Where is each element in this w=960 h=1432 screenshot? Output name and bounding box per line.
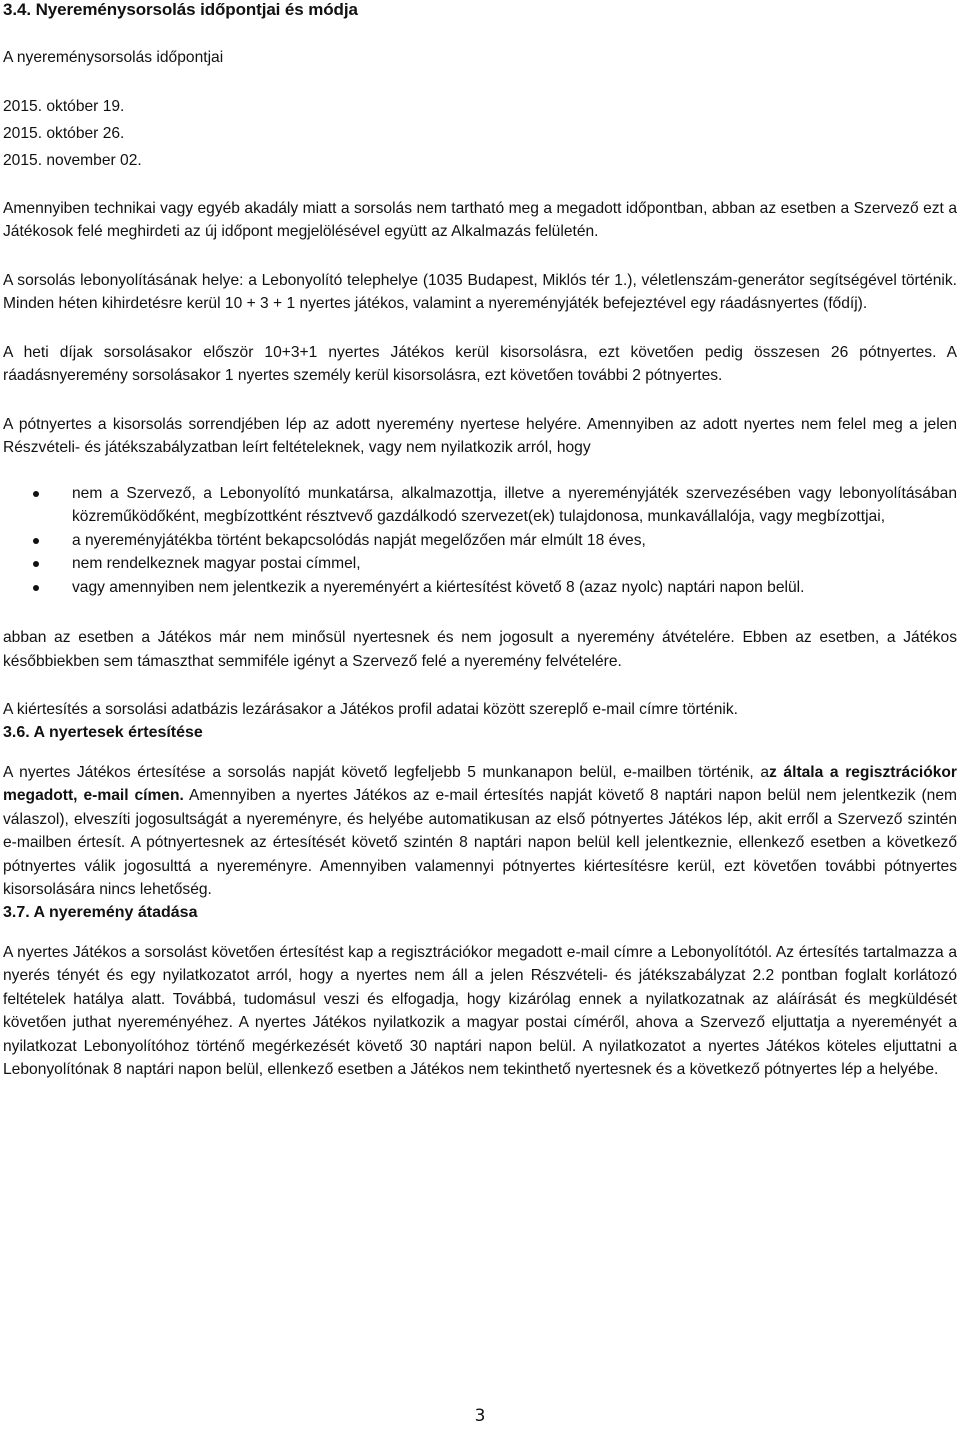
draw-date: 2015. november 02. [3,151,142,169]
draw-date: 2015. október 19. [3,97,125,115]
consequence-paragraph: abban az esetben a Játékos már nem minősül nyertesnek és nem jogosult a nyeremény átvételére. Ebben az esetben, a Játékos későbbiekben sem támaszthat semmiféle igényt a Szervező felé a nyeremény felvételére. [3,629,957,670]
list-item [3,576,957,600]
notification-paragraph: A kiértesítés a sorsolási adatbázis lezárásakor a Játékos profil adatai között szereplő e-mail címre történik. [3,701,738,718]
subsection-title-3-7: 3.7. A nyeremény átadása [3,903,198,921]
list-item-text: nem a Szervező, a Lebonyolító munkatársa, alkalmazottja, illetve a nyereményjáték szervezésében vagy lebonyolításában közreműködőként, megbízottként résztvevő gazdálkodó szervezet(ek) tulajdonosa, munkavállalója, vagy megbízottjai, [72,484,957,525]
weekly-paragraph: A heti díjak sorsolásakor először 10+3+1 nyertes Játékos kerül kisorsolásra, ezt követően pedig összesen 26 pótnyertes. A ráadásnyeremény sorsolásakor 1 nyertes személy kerül kisorsolásra, ezt követően további 2 pótnyertes. [3,343,957,384]
subsection-title-3-6: 3.6. A nyertesek értesítése [3,723,203,741]
list-item-text: vagy amennyiben nem jelentkezik a nyereményért a kiértesítést követő 8 (azaz nyolc) naptári napon belül. [72,578,805,596]
list-item-text: nem rendelkeznek magyar postai címmel, [72,555,361,572]
section-title: 3.4. Nyereménysorsolás időpontjai és módja [3,0,358,19]
bullet-icon [33,538,39,544]
winner-notification-emphasis: z általa a regisztrációkor megadott, e-mail címen. [3,763,957,804]
condition-list [3,482,957,600]
winner-notification-paragraph [3,761,957,902]
substitute-paragraph: A pótnyertes a kisorsolás sorrendjében lép az adott nyeremény nyertese helyére. Amennyiben az adott nyertes nem felel meg a jelen Részvételi- és játékszabályzatban leírt feltételeknek, vagy nem nyilatkozik arról, hogy [3,415,957,456]
draw-dates-list [3,93,957,174]
prize-handover-paragraph: A nyertes Játékos a sorsolást követően értesítést kap a regisztrációkor megadott e-mail címre a Lebonyolítótól. Az értesítés tartalmazza a nyerés tényét és egy nyilatkozatot arról, hogy a nyertes nem áll a jelen Részvételi- és játékszabályzat 2.2 pontban foglalt korlátozó feltételek hatálya alatt. Továbbá, tudomásul veszi és elfogadja, hogy kizárólag ennek a nyilatkozatnak az aláírását és megküldését követően juthat nyereményéhez. A nyertes Játékos nyilatkozik a magyar postai címéről, ahova a Szervező eljuttatja a nyereményét a nyilatkozat Lebonyolítóhoz történő megérkezését követő 30 naptári napon belül. A nyilatkozatot a nyertes Játékos köteles eljuttatni a Lebonyolítónak 8 naptári napon belül, ellenkező esetben a Játékos nem tekinthető nyertesnek és a következő pótnyertes lép a helyébe. [3,943,957,1078]
draw-dates-subtitle: A nyereménysorsolás időpontjai [3,49,224,66]
list-item [3,482,957,529]
draw-date: 2015. október 26. [3,124,125,142]
bullet-icon [33,561,39,567]
list-item [3,529,957,553]
technical-paragraph: Amennyiben technikai vagy egyéb akadály miatt a sorsolás nem tartható meg a megadott időpontban, abban az esetben a Szervező ezt a Játékosok felé meghirdeti az új időpont megjelölésével együtt az Alkalmazás felületén. [3,199,957,240]
winner-notification-text-rest: Amennyiben a nyertes Játékos az e-mail értesítés napját követő 8 naptári napon belül nem jelentkezik (nem válaszol), elveszíti jogosultságát a nyereményre, és helyébe automatikusan az első pótnyertes Játékos lép, akit erről a Szervező szintén e-mailben értesít. A pótnyertesnek az értesítését követő szintén 8 naptári napon belül kell jelentkeznie, ellenkező esetben a következő pótnyertes válik jogosulttá a nyereményre. Amennyiben valamennyi pótnyertes kiértesítésre kerül, ezt követően további pótnyertes kisorsolására nincs lehetőség. [3,787,958,898]
bullet-icon [33,491,39,497]
list-item-text: a nyereményjátékba történt bekapcsolódás napját megelőzően már elmúlt 18 éves, [72,531,646,549]
bullet-icon [33,585,39,591]
list-item [3,552,957,576]
winner-notification-text: A nyertes Játékos értesítése a sorsolás napját követő legfeljebb 5 munkanapon belül, e-mailben történik, a [3,763,770,781]
location-paragraph: A sorsolás lebonyolításának helye: a Lebonyolító telephelye (1035 Budapest, Miklós tér 1.), véletlenszám-generátor segítségével történik. Minden héten kihirdetésre kerül 10 + 3 + 1 nyertes játékos, valamint a nyereményjáték befejeztével egy ráadásnyertes (fődíj). [3,271,957,312]
page-number: 3 [474,1406,486,1426]
